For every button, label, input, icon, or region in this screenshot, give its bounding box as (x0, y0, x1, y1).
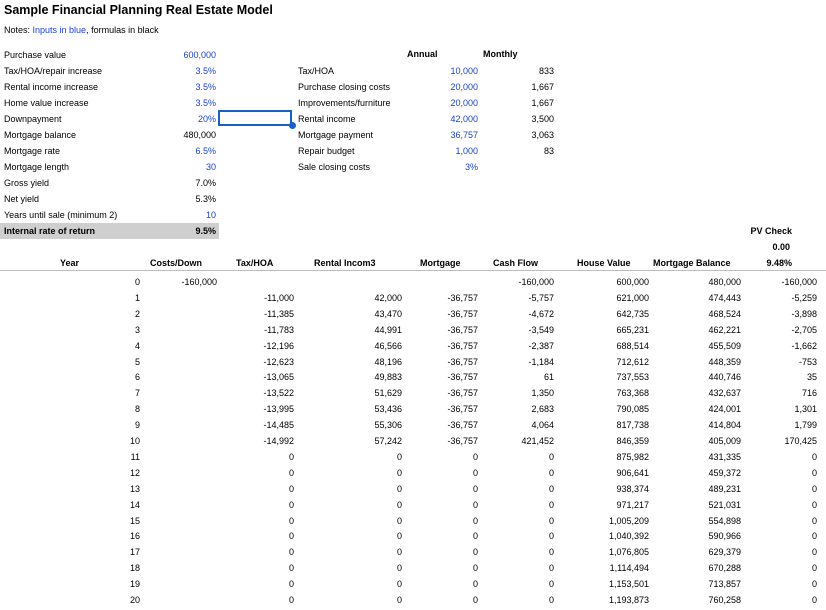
annual-header: Annual (407, 49, 438, 59)
table-cell[interactable]: -36,757 (447, 436, 478, 446)
table-cell[interactable]: 554,898 (708, 515, 741, 526)
table-cell[interactable]: 0 (396, 467, 402, 478)
cost-label: Improvements/furniture (298, 98, 391, 108)
input-label: Years until sale (minimum 2) (4, 210, 118, 220)
irr-value[interactable]: 9.5% (195, 226, 216, 236)
table-row (0, 529, 826, 545)
input-value[interactable]: 3.5% (195, 66, 216, 76)
cost-label: Tax/HOA (298, 66, 335, 76)
table-cell[interactable]: 405,009 (708, 436, 741, 446)
column-header: Year (60, 258, 80, 268)
cost-monthly[interactable]: 83 (543, 146, 554, 156)
table-cell[interactable]: 1,799 (794, 420, 817, 431)
table-cell[interactable]: 590,966 (708, 531, 741, 542)
table-cell[interactable]: -11,385 (264, 308, 294, 319)
selected-cell[interactable] (218, 110, 292, 126)
table-cell[interactable]: -5,259 (791, 292, 817, 303)
table-cell[interactable]: 688,514 (616, 340, 649, 351)
table-cell[interactable]: 0 (288, 499, 294, 510)
table-cell[interactable]: 6 (134, 372, 140, 383)
table-cell[interactable]: 846,359 (616, 436, 649, 446)
table-cell[interactable]: -160,000 (518, 277, 554, 287)
table-cell[interactable]: 424,001 (708, 404, 741, 415)
table-cell[interactable]: -36,757 (447, 388, 478, 399)
table-cell[interactable]: 16 (129, 531, 140, 542)
table-cell[interactable]: 44,991 (374, 324, 402, 335)
table-cell[interactable]: 875,982 (616, 451, 649, 462)
table-cell[interactable]: -160,000 (181, 277, 217, 287)
table-cell[interactable]: 414,804 (708, 420, 741, 431)
table-cell[interactable]: 0 (472, 595, 478, 605)
table-cell[interactable]: 0 (288, 467, 294, 478)
table-row (0, 370, 826, 386)
table-row (0, 498, 826, 514)
input-label: Rental income increase (4, 82, 99, 92)
table-cell[interactable]: 712,612 (616, 356, 649, 367)
table-cell[interactable]: 421,452 (521, 436, 554, 446)
table-cell[interactable]: 0 (548, 451, 554, 462)
table-row (0, 545, 826, 561)
cost-annual[interactable]: 3% (464, 162, 478, 172)
table-cell[interactable]: -36,757 (447, 404, 478, 415)
input-value[interactable]: 6.5% (195, 146, 216, 156)
table-cell[interactable]: 0 (548, 467, 554, 478)
table-cell[interactable]: -36,757 (447, 356, 478, 367)
table-cell[interactable]: -1,662 (791, 340, 817, 351)
table-row (0, 307, 826, 323)
cost-label: Sale closing costs (298, 162, 371, 172)
input-label: Gross yield (4, 178, 50, 188)
table-cell[interactable]: -13,995 (263, 404, 294, 415)
table-cell[interactable]: 459,372 (708, 467, 741, 478)
table-cell[interactable]: -5,757 (528, 292, 554, 303)
table-row (0, 323, 826, 339)
table-cell[interactable]: 19 (129, 579, 140, 590)
table-cell[interactable]: 0 (811, 483, 817, 494)
table-cell[interactable]: 0 (396, 515, 402, 526)
column-header: House Value (577, 258, 631, 268)
table-cell[interactable]: 0 (472, 547, 478, 558)
cost-monthly[interactable]: 3,063 (531, 130, 554, 140)
table-cell[interactable]: 3 (134, 324, 140, 335)
table-cell[interactable]: 521,031 (708, 499, 741, 510)
table-row (0, 339, 826, 355)
table-cell[interactable]: 0 (811, 515, 817, 526)
table-cell[interactable]: 629,379 (708, 547, 741, 558)
table-row (0, 450, 826, 466)
input-value[interactable]: 5.3% (195, 194, 216, 204)
table-cell[interactable]: 0 (396, 595, 402, 605)
table-cell[interactable]: 0 (472, 579, 478, 590)
table-cell[interactable]: 1,350 (531, 388, 554, 399)
table-cell[interactable]: 763,368 (616, 388, 649, 399)
table-cell[interactable]: 17 (129, 547, 140, 558)
table-cell[interactable]: 1 (134, 292, 140, 303)
cost-annual[interactable]: 42,000 (450, 114, 478, 124)
cost-annual[interactable]: 10,000 (450, 66, 478, 76)
table-row (0, 386, 826, 402)
input-value[interactable]: 20% (197, 114, 216, 124)
table-row (0, 402, 826, 418)
input-label: Purchase value (4, 50, 67, 60)
table-cell[interactable]: 0 (548, 531, 554, 542)
table-cell[interactable]: 10 (129, 436, 140, 446)
table-row (0, 355, 826, 371)
table-cell[interactable]: 0 (548, 563, 554, 574)
table-cell[interactable]: 480,000 (708, 277, 741, 287)
table-cell[interactable]: 665,231 (616, 324, 649, 335)
table-cell[interactable]: 906,641 (616, 467, 649, 478)
table-cell[interactable]: 790,085 (616, 404, 649, 415)
table-cell[interactable]: 35 (806, 372, 817, 383)
table-row (0, 482, 826, 498)
table-cell[interactable]: 0 (396, 483, 402, 494)
table-cell[interactable]: 448,359 (708, 356, 741, 367)
monthly-header: Monthly (483, 49, 518, 59)
table-cell[interactable]: 0 (472, 451, 478, 462)
table-cell[interactable]: 0 (288, 451, 294, 462)
table-cell[interactable]: 432,637 (708, 388, 741, 399)
input-label: Home value increase (4, 98, 89, 108)
cost-label: Purchase closing costs (298, 82, 391, 92)
table-cell[interactable]: 0 (548, 483, 554, 494)
table-cell[interactable]: 46,566 (374, 340, 402, 351)
table-cell[interactable]: 0 (396, 531, 402, 542)
table-cell[interactable]: 642,735 (616, 308, 649, 319)
table-cell[interactable]: 0 (396, 547, 402, 558)
table-row (0, 418, 826, 434)
input-label: Mortgage length (4, 162, 70, 172)
column-header: Mortgage (420, 258, 461, 268)
notes-prefix: Notes: (4, 25, 33, 35)
table-cell[interactable]: -3,898 (791, 308, 817, 319)
table-cell[interactable]: 5 (134, 356, 140, 367)
input-label: Net yield (4, 194, 40, 204)
input-value[interactable]: 600,000 (183, 50, 216, 60)
table-cell[interactable]: 737,553 (616, 372, 649, 383)
table-cell[interactable]: 18 (129, 563, 140, 574)
notes-suffix: , formulas in black (86, 25, 159, 35)
input-value[interactable]: 3.5% (195, 82, 216, 92)
table-cell[interactable]: 8 (134, 404, 140, 415)
input-value[interactable]: 3.5% (195, 98, 216, 108)
input-label: Downpayment (4, 114, 62, 124)
column-header: Cash Flow (493, 258, 539, 268)
table-cell[interactable]: 42,000 (374, 292, 402, 303)
table-cell[interactable]: 1,005,209 (608, 515, 649, 526)
table-cell[interactable]: -13,522 (263, 388, 294, 399)
table-cell[interactable]: 1,076,805 (608, 547, 649, 558)
table-cell[interactable]: 0 (288, 483, 294, 494)
table-cell[interactable]: 0 (548, 595, 554, 605)
table-cell[interactable]: 621,000 (616, 292, 649, 303)
cost-monthly[interactable]: 3,500 (531, 114, 554, 124)
table-cell[interactable]: 7 (134, 388, 140, 399)
cost-annual[interactable]: 20,000 (450, 82, 478, 92)
table-cell[interactable]: -3,549 (528, 324, 554, 335)
table-cell[interactable]: 0 (472, 515, 478, 526)
table-cell[interactable]: 817,738 (616, 420, 649, 431)
column-header: Tax/HOA (236, 258, 274, 268)
cost-annual[interactable]: 20,000 (450, 98, 478, 108)
fill-handle[interactable] (289, 122, 296, 129)
table-cell[interactable]: 760,258 (708, 595, 741, 605)
input-label: Mortgage balance (4, 130, 77, 140)
table-cell[interactable]: 0 (396, 579, 402, 590)
notes-blue-text: Inputs in blue (32, 25, 87, 35)
header-separator (0, 270, 826, 271)
pv-check-value[interactable]: 0.00 (772, 242, 790, 252)
table-cell[interactable]: -36,757 (447, 372, 478, 383)
table-cell[interactable]: 0 (288, 515, 294, 526)
input-value[interactable]: 30 (205, 162, 216, 172)
table-cell[interactable]: 0 (472, 563, 478, 574)
table-cell[interactable]: 57,242 (374, 436, 402, 446)
table-cell[interactable]: 0 (396, 499, 402, 510)
table-cell[interactable]: 11 (130, 451, 140, 462)
table-cell[interactable]: 1,040,392 (608, 531, 649, 542)
table-cell[interactable]: -12,196 (263, 340, 294, 351)
table-cell[interactable]: 971,217 (616, 499, 649, 510)
table-cell[interactable]: 0 (811, 563, 817, 574)
table-cell[interactable]: 0 (288, 595, 294, 605)
sheet-title: Sample Financial Planning Real Estate Model (4, 3, 273, 17)
table-cell[interactable]: 0 (288, 579, 294, 590)
input-value[interactable]: 10 (205, 210, 216, 220)
input-label: Tax/HOA/repair increase (4, 66, 103, 76)
table-cell[interactable]: -160,000 (781, 277, 817, 287)
cost-annual[interactable]: 36,757 (450, 130, 478, 140)
table-cell[interactable]: 0 (288, 531, 294, 542)
cost-annual[interactable]: 1,000 (455, 146, 478, 156)
table-cell[interactable]: -753 (798, 356, 817, 367)
table-cell[interactable]: 0 (811, 451, 817, 462)
table-cell[interactable]: 0 (548, 515, 554, 526)
table-cell[interactable]: 48,196 (374, 356, 402, 367)
table-cell[interactable]: 53,436 (374, 404, 402, 415)
table-cell[interactable]: -2,705 (791, 324, 817, 335)
table-cell[interactable]: 0 (811, 531, 817, 542)
table-row (0, 291, 826, 307)
table-cell[interactable]: 468,524 (708, 308, 741, 319)
table-cell[interactable]: 0 (811, 547, 817, 558)
table-cell[interactable]: 49,883 (374, 372, 402, 383)
table-cell[interactable]: 462,221 (708, 324, 741, 335)
table-row (0, 466, 826, 482)
table-row (0, 434, 826, 450)
cost-label: Rental income (298, 114, 356, 124)
table-cell[interactable]: 0 (396, 563, 402, 574)
table-cell[interactable]: 938,374 (616, 483, 649, 494)
table-cell[interactable]: 1,301 (794, 404, 817, 415)
table-cell[interactable]: 716 (801, 388, 817, 399)
table-cell[interactable]: 0 (811, 579, 817, 590)
cost-monthly[interactable]: 1,667 (531, 82, 554, 92)
table-cell[interactable]: 0 (472, 467, 478, 478)
table-row (0, 561, 826, 577)
pv-irr-value[interactable]: 9.48% (766, 258, 792, 268)
table-cell[interactable]: 1,153,501 (608, 579, 649, 590)
table-cell[interactable]: 14 (129, 499, 140, 510)
table-cell[interactable]: -14,992 (263, 436, 294, 446)
table-cell[interactable]: 0 (811, 499, 817, 510)
table-cell[interactable]: -11,783 (264, 324, 294, 335)
table-cell[interactable]: 713,857 (708, 579, 741, 590)
table-cell[interactable]: 9 (134, 420, 140, 431)
table-cell[interactable]: -36,757 (447, 420, 478, 431)
table-cell[interactable]: 51,629 (374, 388, 402, 399)
table-row (0, 577, 826, 593)
table-cell[interactable]: -36,757 (447, 292, 478, 303)
table-cell[interactable]: 43,470 (374, 308, 402, 319)
table-cell[interactable]: 1,193,873 (608, 595, 649, 605)
table-cell[interactable]: 670,288 (708, 563, 741, 574)
table-row (0, 514, 826, 530)
table-row (0, 275, 826, 291)
table-cell[interactable]: 0 (396, 451, 402, 462)
table-cell[interactable]: 474,443 (708, 292, 741, 303)
table-cell[interactable]: -4,672 (528, 308, 554, 319)
input-label: Mortgage rate (4, 146, 61, 156)
table-cell[interactable]: 55,306 (374, 420, 402, 431)
pv-check-label: PV Check (750, 226, 792, 236)
table-cell[interactable]: 1,114,494 (609, 563, 649, 574)
notes-line (4, 25, 159, 35)
cost-monthly[interactable]: 1,667 (531, 98, 554, 108)
table-cell[interactable]: 0 (548, 499, 554, 510)
column-header: Rental Incom3 (314, 258, 376, 268)
column-header: Costs/Down (150, 258, 203, 268)
table-row (0, 593, 826, 609)
table-cell[interactable]: 4,064 (531, 420, 554, 431)
table-cell[interactable]: 4 (134, 340, 140, 351)
cost-label: Repair budget (298, 146, 355, 156)
table-cell[interactable]: 2 (134, 308, 140, 319)
input-value[interactable]: 7.0% (195, 178, 216, 188)
table-cell[interactable]: -36,757 (447, 308, 478, 319)
table-cell[interactable]: 0 (548, 547, 554, 558)
table-cell[interactable]: -12,623 (263, 356, 294, 367)
table-cell[interactable]: 600,000 (616, 277, 649, 287)
table-cell[interactable]: 15 (129, 515, 140, 526)
table-cell[interactable]: -2,387 (528, 340, 554, 351)
table-cell[interactable]: 0 (472, 531, 478, 542)
table-cell[interactable]: 0 (134, 277, 140, 287)
table-cell[interactable]: 0 (472, 499, 478, 510)
cost-monthly[interactable]: 833 (538, 66, 554, 76)
table-cell[interactable]: -1,184 (528, 356, 554, 367)
table-cell[interactable]: 20 (129, 595, 140, 605)
input-value[interactable]: 480,000 (183, 130, 216, 140)
table-cell[interactable]: 61 (543, 372, 554, 383)
table-cell[interactable]: 0 (811, 595, 817, 605)
table-cell[interactable]: 13 (129, 483, 140, 494)
table-cell[interactable]: 0 (288, 563, 294, 574)
table-cell[interactable]: 440,746 (708, 372, 741, 383)
table-cell[interactable]: -36,757 (447, 340, 478, 351)
cost-label: Mortgage payment (298, 130, 374, 140)
table-cell[interactable]: 455,509 (708, 340, 741, 351)
table-cell[interactable]: 0 (811, 467, 817, 478)
table-cell[interactable]: 489,231 (708, 483, 741, 494)
irr-label: Internal rate of return (4, 226, 96, 236)
column-header: Mortgage Balance (653, 258, 731, 268)
table-cell[interactable]: -36,757 (447, 324, 478, 335)
table-cell[interactable]: -11,000 (264, 292, 294, 303)
table-cell[interactable]: 2,683 (531, 404, 554, 415)
table-cell[interactable]: -13,065 (263, 372, 294, 383)
table-cell[interactable]: -14,485 (263, 420, 294, 431)
table-cell[interactable]: 0 (548, 579, 554, 590)
table-cell[interactable]: 12 (129, 467, 140, 478)
table-cell[interactable]: 0 (472, 483, 478, 494)
table-cell[interactable]: 431,335 (708, 451, 741, 462)
table-cell[interactable]: 170,425 (784, 436, 817, 446)
table-cell[interactable]: 0 (288, 547, 294, 558)
